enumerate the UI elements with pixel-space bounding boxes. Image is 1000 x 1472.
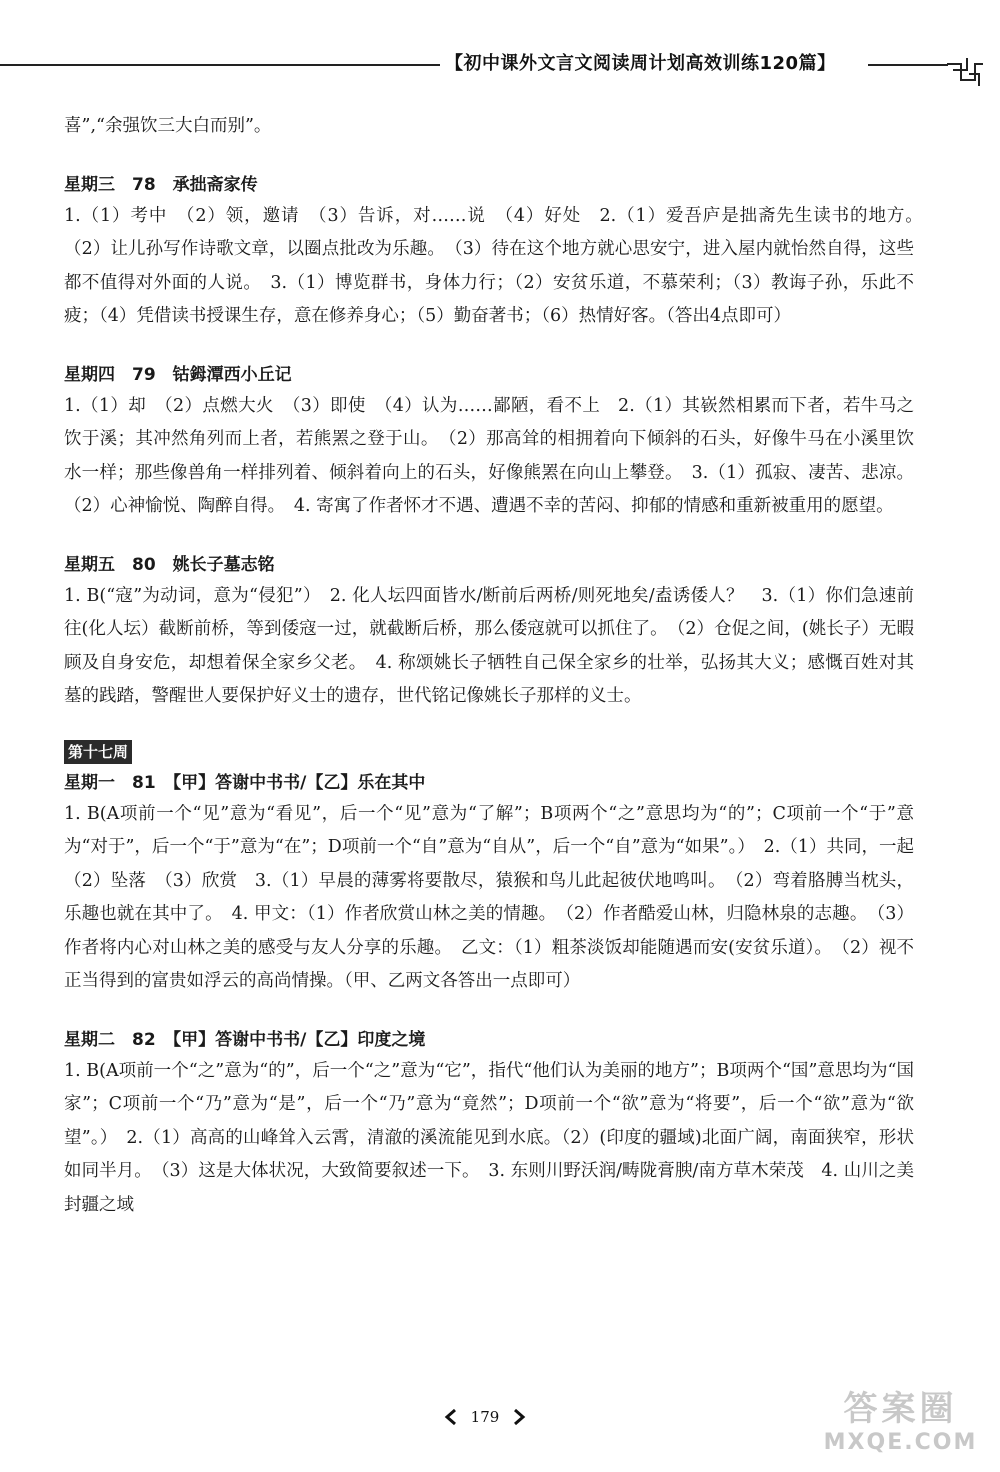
watermark: [808, 1388, 993, 1468]
section-fri-80: [64, 550, 914, 714]
section-mon-81: [64, 768, 932, 999]
header-rule-left: [0, 64, 440, 66]
intro-line: 喜”,“余强饮三大白而别”。: [64, 116, 272, 136]
week-tag: 第十七周: [64, 740, 132, 764]
section-heading: 星期四 79 钴鉧潭西小丘记: [64, 364, 292, 385]
section-body: 1. B(A项前一个“之”意为“的”，后一个“之”意为“它”，指代“他们认为美丽的地方”；B项两个“国”意思均为“国家”；C项前一个“乃”意为“是”，后一个“乃”意为“竟然”；D项前一个“欲”意为“将要”，后一个“欲”意为“欲望”。） 2.（1）高高的山峰耸入云霄，清澈的溪流能见到水底。（2）(印度的疆域)北面广阔，南面狭窄，形状如同半月。 （3）这是大体状况，大致简要叙述一下。 3. 东则川野沃润/畴陇膏腴/南方草木荣茂 4. 山川之美 封疆之域: [64, 1060, 932, 1215]
section-body: 1. B(A项前一个“见”意为“看见”，后一个“见”意为“了解”；B项两个“之”意思均为“的”；C项前一个“于”意为“对于”，后一个“于”意为“在”；D项前一个“自”意为“自从”，后一个“自”意为“如果”。） 2.（1）共同，一起 （2）坠落 （3）欣赏 3.（1）早晨的薄雾将要散尽，猿猴和鸟儿此起彼伏地鸣叫。 （2）弯着胳膊当枕头，乐趣也就在其中了。 4. 甲文：（1）作者欣赏山林之美的情趣。 （2）作者酷爱山林，归隐林泉的志趣。 （3）作者将内心对山林之美的感受与友人分享的乐趣。 乙文：（1）粗茶淡饭却能随遇而安(安贫乐道）。 （2）视不正当得到的富贵如浮云的高尚情操。（甲、乙两文各答出一点即可）: [64, 803, 932, 991]
section-wed-78: [64, 170, 932, 334]
answer-content: [64, 110, 932, 1222]
section-body: 1.（1）考中 （2）领，邀请 （3）告诉，对……说 （4）好处 2.（1）爱吾庐是拙斋先生读书的地方。 （2）让儿孙写作诗歌文章，以圈点批改为乐趣。 （3）待在这个地方就心思安宁，进入屋内就怡然自得，这些都不值得对外面的人说。 3.（1）博览群书，身体力行；（2）安贫乐道，不慕荣利；（3）教诲子孙，乐此不疲；（4）凭借读书授课生存，意在修养身心；（5）勤奋著书；（6）热情好客。（答出4点即可）: [64, 205, 932, 326]
section-heading: 星期三 78 承拙斋家传: [64, 174, 258, 195]
section-body: 1.（1）却 （2）点燃大火 （3）即使 （4）认为……鄙陋，看不上 2.（1）其嵚然相累而下者，若牛马之饮于溪；其冲然角列而上者，若熊罴之登于山。 （2）那高耸的相拥着向下倾斜的石头，好像牛马在小溪里饮水一样；那些像兽角一样排列着、倾斜着向上的石头，好像熊罴在向山上攀登。 3.（1）孤寂、凄苦、悲凉。（2）心神愉悦、陶醉自得。 4. 寄寓了作者怀才不遇、遭遇不幸的苦闷、抑郁的情感和重新被重用的愿望。: [64, 395, 914, 516]
watermark-url: MXQE.COM: [823, 1430, 978, 1455]
watermark-logo-text: 答案圈: [843, 1389, 958, 1429]
section-heading: 星期五 80 姚长子墓志铭: [64, 554, 275, 575]
section-heading: 星期一 81 【甲】答谢中书书/【乙】乐在其中: [64, 772, 426, 793]
section-body: 1. B(“寇”为动词，意为“侵犯”） 2. 化人坛四面皆水/断前后两桥/则死地矣/盍诱倭人？ 3.（1）你们急速前往(化人坛）截断前桥，等到倭寇一过，就截断后桥，那么倭寇就可以抓住了。 （2）仓促之间，(姚长子）无暇顾及自身安危，却想着保全家乡父老。 4. 称颂姚长子牺牲自己保全家乡的壮举，弘扬其大义；感慨百姓对其墓的践踏，警醒世人要保护好义士的遗存，世代铭记像姚长子那样的义士。: [64, 585, 914, 706]
page-number: 179: [470, 1408, 500, 1426]
book-title: 【初中课外文言文阅读周计划高效训练120篇】: [445, 53, 836, 74]
section-thu-79: [64, 360, 914, 524]
section-heading: 星期二 82 【甲】答谢中书书/【乙】印度之境: [64, 1029, 426, 1050]
section-tue-82: [64, 1025, 932, 1223]
corner-ornament-icon: [945, 50, 985, 90]
chevron-right-icon: [512, 1408, 526, 1426]
header-rule-right: [868, 64, 948, 66]
